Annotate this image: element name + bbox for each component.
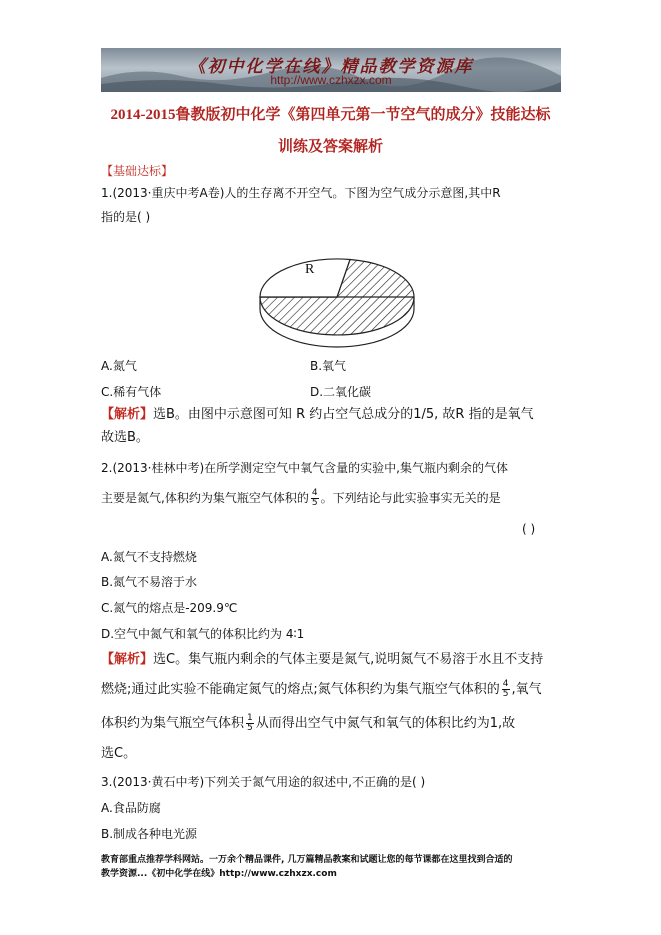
fraction: [502, 680, 510, 699]
fraction: [246, 714, 254, 733]
q2-analysis3-part2: 从而得出空气中氮气和氧气的体积比约为1,故: [255, 716, 516, 731]
fraction-numerator: 1: [247, 713, 253, 723]
q2-analysis-line2: [101, 680, 542, 699]
q2-option-b: B.氮气不易溶于水: [101, 575, 198, 589]
q1-analysis-text: 选B。由图中示意图可知 R 约占空气总成分的1/5, 故R 指的是氧气: [153, 407, 534, 422]
q1-text-line1: 1.(2013·重庆中考A卷)人的生存离不开空气。下图为空气成分示意图,其中R: [101, 186, 501, 200]
q2-text-line2: [101, 489, 501, 508]
fraction-denominator: 5: [311, 498, 318, 508]
q1-option-c: C.稀有气体: [101, 385, 162, 399]
section-heading: 【基础达标】: [101, 164, 174, 178]
q1-analysis-line1: [101, 407, 534, 423]
document-title-line2: 训练及答案解析: [277, 139, 383, 155]
q3-text: 3.(2013·黄石中考)下列关于氮气用途的叙述中,不正确的是( ): [101, 775, 426, 789]
q2-analysis-line4: 选C。: [101, 746, 137, 761]
q2-text-line1: 2.(2013·桂林中考)在所学测定空气中氧气含量的实验中,集气瓶内剩余的气体: [101, 461, 508, 475]
analysis-tag: 【解析】: [101, 652, 154, 667]
q2-answer-paren: ( ): [522, 522, 536, 536]
header-banner: [101, 48, 561, 92]
q2-text-part2: 。下列结论与此实验事实无关的是: [320, 491, 501, 505]
analysis-tag: 【解析】: [101, 407, 154, 422]
q2-option-c: C.氮气的熔点是-209.9℃: [101, 601, 238, 615]
q2-analysis2-part1: 燃烧;通过此实验不能确定氮气的熔点;氮气体积约为集气瓶空气体积的: [101, 682, 500, 697]
footer-line2: 教学资源...《初中化学在线》http://www.czhxzx.com: [101, 869, 337, 879]
banner-title: 《初中化学在线》精品教学资源库: [188, 57, 474, 77]
fraction-denominator: 5: [247, 723, 253, 733]
fraction-numerator: 4: [311, 488, 318, 498]
fraction-denominator: 5: [502, 689, 509, 699]
q2-analysis3-part1: 体积约为集气瓶空气体积: [101, 716, 245, 731]
q2-option-d: D.空气中氮气和氧气的体积比约为 4∶1: [101, 627, 305, 641]
q1-option-d: D.二氧化碳: [310, 385, 372, 399]
air-composition-pie-figure: [255, 243, 420, 351]
footer-line1: 教育部重点推荐学科网站。一万余个精品课件, 几万篇精品教案和试题让您的每节课都在这里找到合适的: [101, 855, 513, 865]
banner-url[interactable]: http://www.czhxzx.com: [270, 73, 392, 87]
fraction: [311, 489, 319, 508]
q2-option-a: A.氮气不支持燃烧: [101, 550, 197, 564]
pie-label-r: R: [305, 262, 315, 277]
q1-option-a: A.氮气: [101, 359, 137, 373]
q1-text-line2: 指的是( ): [101, 210, 151, 224]
q3-option-a: A.食品防腐: [101, 801, 161, 815]
q2-text-part1: 主要是氮气,体积约为集气瓶空气体积的: [101, 491, 309, 505]
q3-option-b: B.制成各种电光源: [101, 827, 198, 841]
q2-analysis-text: 选C。集气瓶内剩余的气体主要是氮气,说明氮气不易溶于水且不支持: [153, 652, 544, 667]
document-title-line1: 2014-2015鲁教版初中化学《第四单元第一节空气的成分》技能达标: [110, 107, 551, 123]
q1-option-b: B.氧气: [310, 359, 347, 373]
q1-analysis-line2: 故选B。: [101, 430, 149, 445]
q2-analysis-line3: [101, 714, 515, 733]
fraction-numerator: 4: [502, 679, 509, 689]
q2-analysis-line1: [101, 652, 543, 668]
q2-analysis2-part2: ,氧气: [511, 682, 542, 697]
